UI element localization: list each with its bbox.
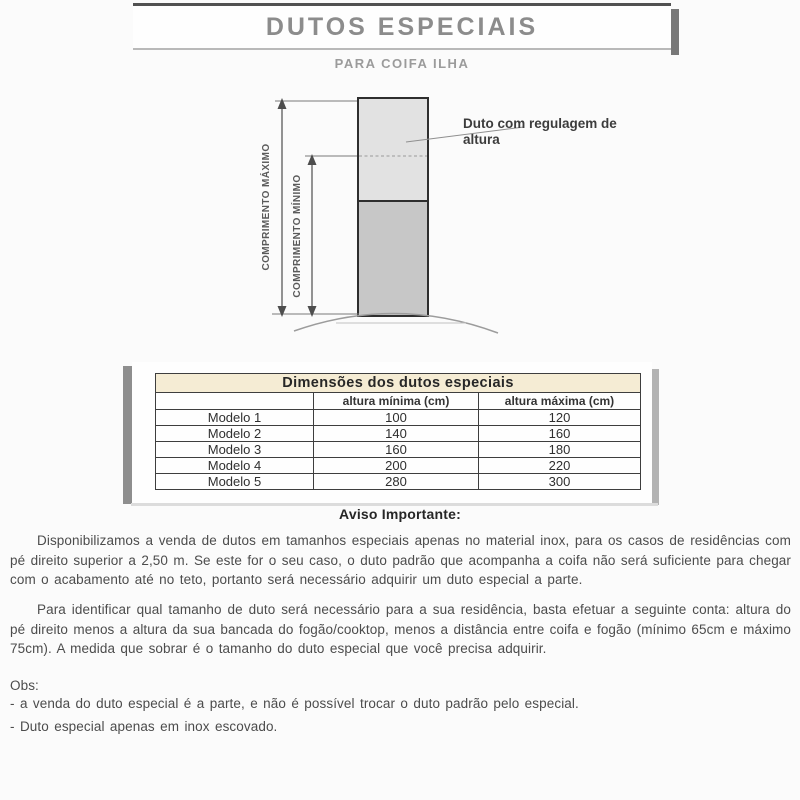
- label-comprimento-minimo: COMPRIMENTO MÍNIMO: [292, 174, 303, 298]
- cell-model: Modelo 3: [156, 442, 314, 458]
- column-header-min: altura mínima (cm): [314, 393, 479, 410]
- table-card: [132, 362, 652, 503]
- title-banner: [133, 3, 671, 50]
- paragraph-2: Para identificar qual tamanho de duto será necessário para a sua residência, basta efetuar a seguinte conta: altura do pé direito menos a altura da sua bancada do fogão/cooktop, menos a distância entre coifa e fogão (mínimo 65cm e máximo 75cm). A medida que sobrar é o tamanho do duto especial que você precisa adquirir.: [10, 602, 791, 656]
- column-header-blank: [156, 393, 314, 410]
- cell-min: 280: [314, 474, 479, 490]
- table-row: [156, 410, 641, 426]
- obs-item-1: - a venda do duto especial é a parte, e não é possível trocar o duto padrão pelo especial.: [10, 696, 579, 711]
- table-shadow-right: [652, 369, 659, 505]
- table-row: [156, 442, 641, 458]
- dimensions-table: [155, 373, 641, 490]
- cell-max: 220: [479, 458, 641, 474]
- cell-model: Modelo 5: [156, 474, 314, 490]
- cell-max: 180: [479, 442, 641, 458]
- cell-model: Modelo 1: [156, 410, 314, 426]
- cell-model: Modelo 4: [156, 458, 314, 474]
- table-row: [156, 426, 641, 442]
- cell-min: 160: [314, 442, 479, 458]
- duct-upper-section: [358, 98, 428, 201]
- table-header-row: [156, 393, 641, 410]
- paragraph-1: Disponibilizamos a venda de dutos em tamanhos especiais apenas no material inox, para os casos de residências com pé direito superior a 2,50 m. Se este for o seu caso, o duto padrão que acompanha a coifa não será suficiente para chegar com o acabamento até no teto, portanto será necessário adquirir um duto especial a parte.: [10, 533, 791, 587]
- table-row: [156, 458, 641, 474]
- cell-min: 100: [314, 410, 479, 426]
- duct-lower-section: [358, 201, 428, 316]
- cell-min: 140: [314, 426, 479, 442]
- cell-max: 160: [479, 426, 641, 442]
- dimension-arrow-max: [278, 98, 287, 317]
- dimension-arrow-min: [308, 154, 317, 317]
- page-title: DUTOS ESPECIAIS: [265, 13, 539, 41]
- cell-max: 120: [479, 410, 641, 426]
- cell-max: 300: [479, 474, 641, 490]
- table-row: [156, 474, 641, 490]
- banner-shadow-bar: [671, 9, 679, 55]
- aviso-heading: Aviso Importante:: [339, 506, 461, 522]
- duct-callout-label: Duto com regulagem de altura: [463, 116, 617, 147]
- cell-model: Modelo 2: [156, 426, 314, 442]
- table-shadow-left: [123, 366, 132, 504]
- obs-item-2: - Duto especial apenas em inox escovado.: [10, 719, 278, 734]
- label-comprimento-maximo: COMPRIMENTO MÁXIMO: [261, 143, 272, 271]
- cell-min: 200: [314, 458, 479, 474]
- table-title: Dimensões dos dutos especiais: [156, 374, 641, 393]
- page-subtitle: PARA COIFA ILHA: [334, 56, 470, 71]
- column-header-max: altura máxima (cm): [479, 393, 641, 410]
- obs-label: Obs:: [10, 678, 39, 693]
- table-title-row: [156, 374, 641, 393]
